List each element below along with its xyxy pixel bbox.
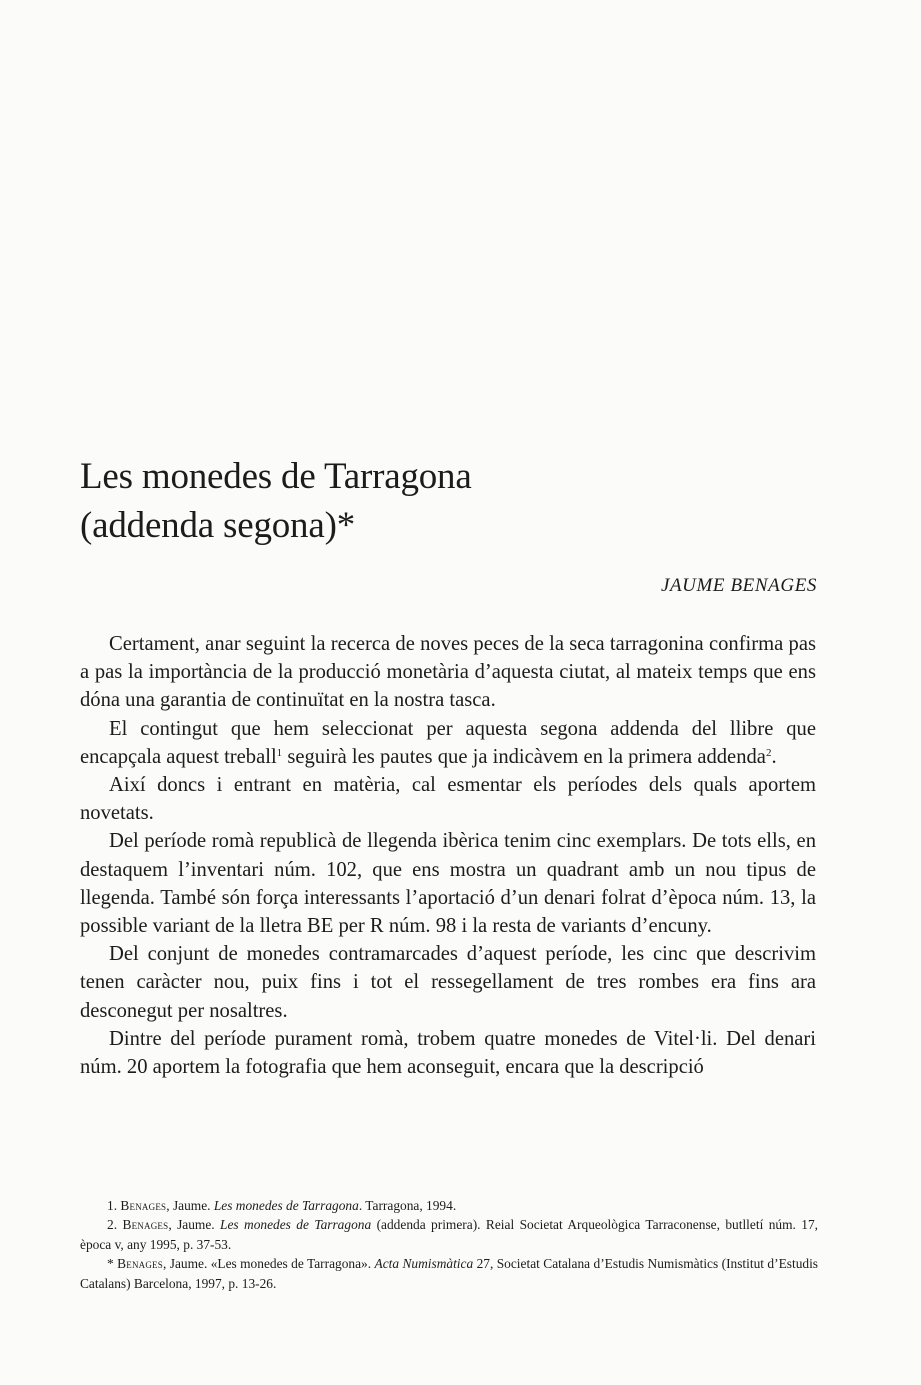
footnote-ref-1: 1 bbox=[276, 746, 283, 759]
title-line-2: (addenda segona)* bbox=[80, 505, 356, 546]
footnotes bbox=[80, 1196, 818, 1293]
footnote-1: 1. Benages, Jaume. Les monedes de Tarragona. Tarragona, 1994. bbox=[107, 1198, 457, 1213]
footnote-ref-2: 2 bbox=[765, 746, 772, 759]
paragraph: Certament, anar seguint la recerca de noves peces de la seca tarragonina confirma pas a pas la importància de la producció monetària d’aquesta ciutat, al mateix temps que ens dóna una garantia de continuïtat en la nostra tasca. bbox=[80, 633, 816, 712]
paragraph: Del període romà republicà de llegenda ibèrica tenim cinc exemplars. De tots ells, en destaquem l’inventari núm. 102, que ens mostra un quadrant amb un nou tipus de llegenda. També són força interessants l’aportació d’un denari folrat d’època núm. 13, la possible variant de la lletra BE per R núm. 98 i la resta de variants d’encuny. bbox=[80, 830, 816, 938]
body-text bbox=[80, 630, 816, 1081]
author-name: JAUME BENAGES bbox=[660, 575, 817, 596]
paragraph: Del conjunt de monedes contramarcades d’aquest període, les cinc que descrivim tenen caràcter nou, puix fins i tot el ressegellament de tres rombes era fins ara desconegut per nosaltres. bbox=[80, 943, 816, 1022]
paragraph: El contingut que hem seleccionat per aquesta segona addenda del llibre que encapçala aquest treball$^1$ seguirà les pautes que ja indicàvem en la primera addenda$^2$. bbox=[80, 717, 816, 768]
article-title bbox=[80, 452, 472, 550]
footnote-star: * Benages, Jaume. «Les monedes de Tarragona». Acta Numismàtica 27, Societat Catalana d’Estudis Numismàtics (Institut d’Estudis Catalans) Barcelona, 1997, p. 13-26. bbox=[80, 1256, 819, 1291]
paragraph: Així doncs i entrant en matèria, cal esmentar els períodes dels quals aportem novetats. bbox=[80, 774, 816, 825]
footnote-2: 2. Benages, Jaume. Les monedes de Tarragona (addenda primera). Reial Societat Arqueològica Tarraconense, butlletí núm. 17, època v, any 1995, p. 37-53. bbox=[80, 1217, 818, 1252]
paragraph: Dintre del període purament romà, trobem quatre monedes de Vitel·li. Del denari núm. 20 aportem la fotografia que hem aconseguit, encara que la descripció bbox=[80, 1027, 816, 1079]
title-line-1: Les monedes de Tarragona bbox=[80, 456, 472, 497]
